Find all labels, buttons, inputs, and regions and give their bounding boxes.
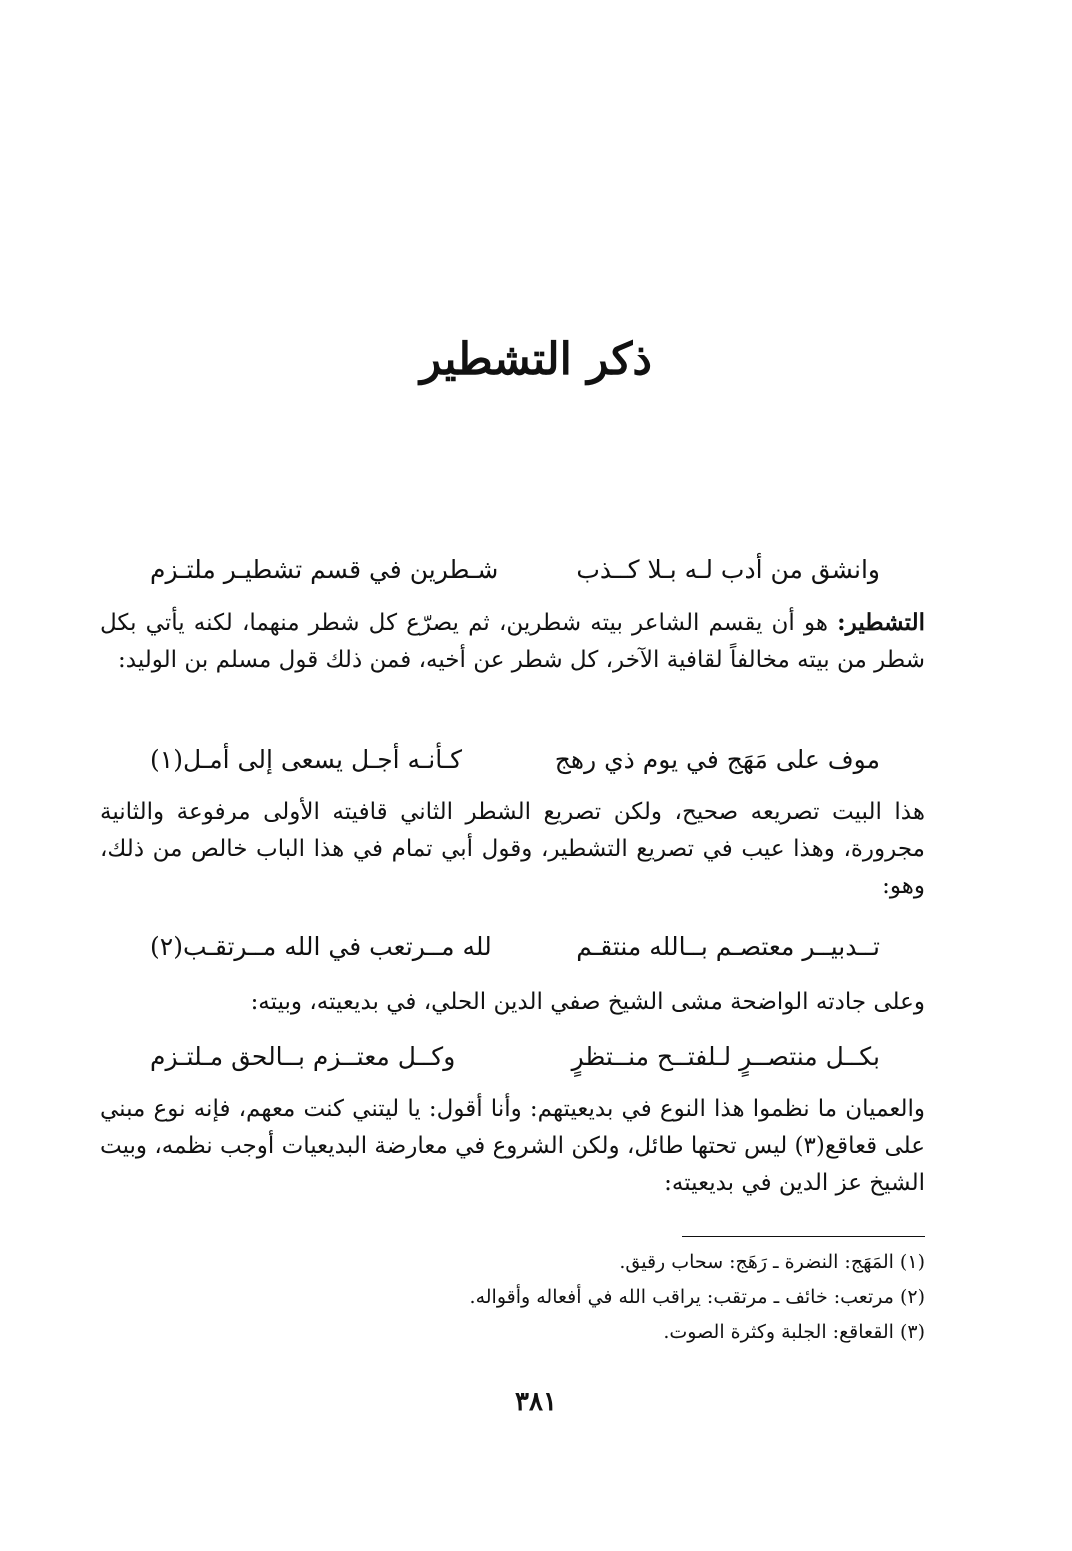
- paragraph: [100, 604, 925, 679]
- paragraph: [100, 1090, 925, 1202]
- paragraph-text: والعميان ما نظموا هذا النوع في بديعيتهم: وأنا أقول: يا ليتني كنت معهم، فإنه نوع مبني على قعاقع(٣) ليس تحتها طائل، ولكن الشروع في معارضة البديعيات أوجب نظمه، وبيت الشيخ عز الدين في بديعيته:: [100, 1096, 925, 1196]
- verse-line: [150, 738, 880, 782]
- verse-first-hemistich: تــدبيــر معتصـم بــالله منتقـم: [576, 932, 880, 961]
- paragraph: [100, 793, 925, 905]
- verse-line: [150, 925, 880, 969]
- verse-second-hemistich: شـطرين في قسم تشطيـر ملتـزم: [150, 555, 499, 584]
- footnote: (٢) مرتعب: خائف ـ مرتقب: يراقب الله في أفعاله وأقواله.: [469, 1286, 925, 1308]
- footnote-separator: [682, 1236, 925, 1237]
- footnote: (٣) القعاقع: الجلبة وكثرة الصوت.: [663, 1321, 925, 1343]
- paragraph-text: هذا البيت تصريعه صحيح، ولكن تصريع الشطر الثاني قافيته الأولى مرفوعة والثانية مجرورة، وهذا عيب في تصريع التشطير، وقول أبي تمام في هذا الباب خالص من ذلك، وهو:: [100, 799, 925, 899]
- footnotes: [300, 1245, 925, 1350]
- verse-second-hemistich: كـأنـه أجـل يسعى إلى أمـل(١): [150, 745, 463, 774]
- verse-second-hemistich: وكــل معتــزم بــالحق مـلتـزم: [150, 1042, 456, 1071]
- paragraph: [100, 983, 925, 1021]
- footnote: (١) المَهَج: النضرة ـ رَهَج: سحاب رقيق.: [619, 1251, 925, 1273]
- verse-first-hemistich: موف على مَهَج في يوم ذي رهج: [554, 745, 880, 774]
- paragraph-text: وعلى جادته الواضحة مشى الشيخ صفي الدين الحلي، في بديعيته، وبيته:: [250, 989, 925, 1015]
- verse-line: [150, 1035, 880, 1079]
- paragraph-lead-term: التشطير:: [837, 609, 925, 636]
- paragraph-text: هو أن يقسم الشاعر بيته شطرين، ثم يصرّع كل شطر منهما، لكنه يأتي بكل شطر من بيته مخالفاً لقافية الآخر، كل شطر عن أخيه، فمن ذلك قول مسلم بن الوليد:: [100, 610, 925, 673]
- chapter-title: ذكر التشطير: [420, 334, 652, 385]
- verse-line: [150, 548, 880, 592]
- verse-first-hemistich: وانشق من أدب لـه بـلا كــذب: [576, 555, 880, 584]
- page-number: ٣٨١: [515, 1387, 557, 1417]
- verse-second-hemistich: لله مــرتعب في الله مــرتقـب(٢): [150, 932, 492, 961]
- verse-first-hemistich: بكــل منتصــرٍ لـلفتــح منــتظرٍ: [571, 1042, 880, 1071]
